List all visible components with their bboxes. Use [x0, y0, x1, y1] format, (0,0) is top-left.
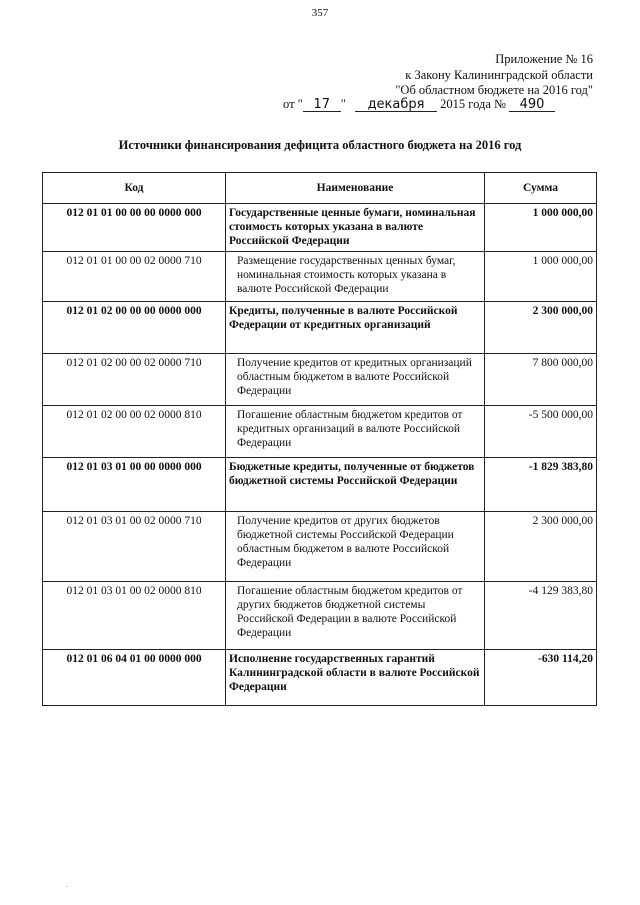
row-name: Погашение областным бюджетом кредитов от других бюджетов бюджетной системы Российской Федерации в валюте Российской Федерации: [226, 582, 485, 650]
date-month: декабря: [355, 98, 437, 112]
table-row: [43, 650, 597, 706]
table-row: [43, 204, 597, 252]
row-sum: 1 000 000,00: [485, 204, 597, 252]
table-row: [43, 512, 597, 582]
row-sum: -5 500 000,00: [485, 406, 597, 458]
row-name: Погашение областным бюджетом кредитов от кредитных организаций в валюте Российской Федерации: [226, 406, 485, 458]
appendix-law-name: "Об областном бюджете на 2016 год": [395, 83, 593, 97]
row-sum: -630 114,20: [485, 650, 597, 706]
row-code: 012 01 02 00 00 00 0000 000: [43, 302, 226, 354]
row-name: Получение кредитов от других бюджетов бюджетной системы Российской Федерации областным бюджетом в валюте Российской Федерации: [226, 512, 485, 582]
row-sum: 2 300 000,00: [485, 512, 597, 582]
appendix-line-2: [405, 68, 593, 83]
row-sum: -4 129 383,80: [485, 582, 597, 650]
row-code: 012 01 02 00 00 02 0000 810: [43, 406, 226, 458]
scan-mark: .: [66, 880, 68, 889]
table-row: [43, 582, 597, 650]
row-name: Бюджетные кредиты, полученные от бюджетов бюджетной системы Российской Федерации: [226, 458, 485, 512]
row-code: 012 01 01 00 00 02 0000 710: [43, 252, 226, 302]
row-sum: 2 300 000,00: [485, 302, 597, 354]
appendix-date-line: [283, 97, 555, 112]
table-row: [43, 458, 597, 512]
table-row: [43, 302, 597, 354]
financing-sources-table: [42, 172, 597, 706]
header-code: Код: [43, 173, 226, 204]
row-code: 012 01 03 01 00 00 0000 000: [43, 458, 226, 512]
document-title: Источники финансирования дефицита областного бюджета на 2016 год: [118, 138, 522, 152]
row-sum: -1 829 383,80: [485, 458, 597, 512]
table-row: [43, 252, 597, 302]
table-row: [43, 406, 597, 458]
row-code: 012 01 03 01 00 02 0000 810: [43, 582, 226, 650]
row-code: 012 01 02 00 00 02 0000 710: [43, 354, 226, 406]
appendix-title: Приложение № 16: [495, 52, 593, 66]
row-code: 012 01 03 01 00 02 0000 710: [43, 512, 226, 582]
header-name: Наименование: [226, 173, 485, 204]
date-day: 17: [303, 98, 341, 112]
row-code: 012 01 01 00 00 00 0000 000: [43, 204, 226, 252]
table-row: [43, 354, 597, 406]
page-number: 357: [311, 7, 329, 19]
row-name: Государственные ценные бумаги, номинальная стоимость которых указана в валюте Российской Федерации: [226, 204, 485, 252]
row-name: Размещение государственных ценных бумаг, номинальная стоимость которых указана в валюте Российской Федерации: [226, 252, 485, 302]
row-sum: 1 000 000,00: [485, 252, 597, 302]
law-number: 490: [509, 98, 555, 112]
header-sum: Сумма: [485, 173, 597, 204]
date-prefix: от ": [283, 97, 303, 111]
row-name: Кредиты, полученные в валюте Российской Федерации от кредитных организаций: [226, 302, 485, 354]
row-name: Исполнение государственных гарантий Калининградской области в валюте Российской Федерации: [226, 650, 485, 706]
appendix-law: к Закону Калининградской области: [405, 68, 593, 82]
row-code: 012 01 06 04 01 00 0000 000: [43, 650, 226, 706]
date-quote: ": [340, 97, 346, 111]
appendix-line-3: [395, 83, 593, 98]
table-header-row: [43, 173, 597, 204]
row-sum: 7 800 000,00: [485, 354, 597, 406]
date-year: 2015 года №: [440, 97, 506, 111]
appendix-line-1: [495, 52, 593, 67]
row-name: Получение кредитов от кредитных организаций областным бюджетом в валюте Российской Федерации: [226, 354, 485, 406]
